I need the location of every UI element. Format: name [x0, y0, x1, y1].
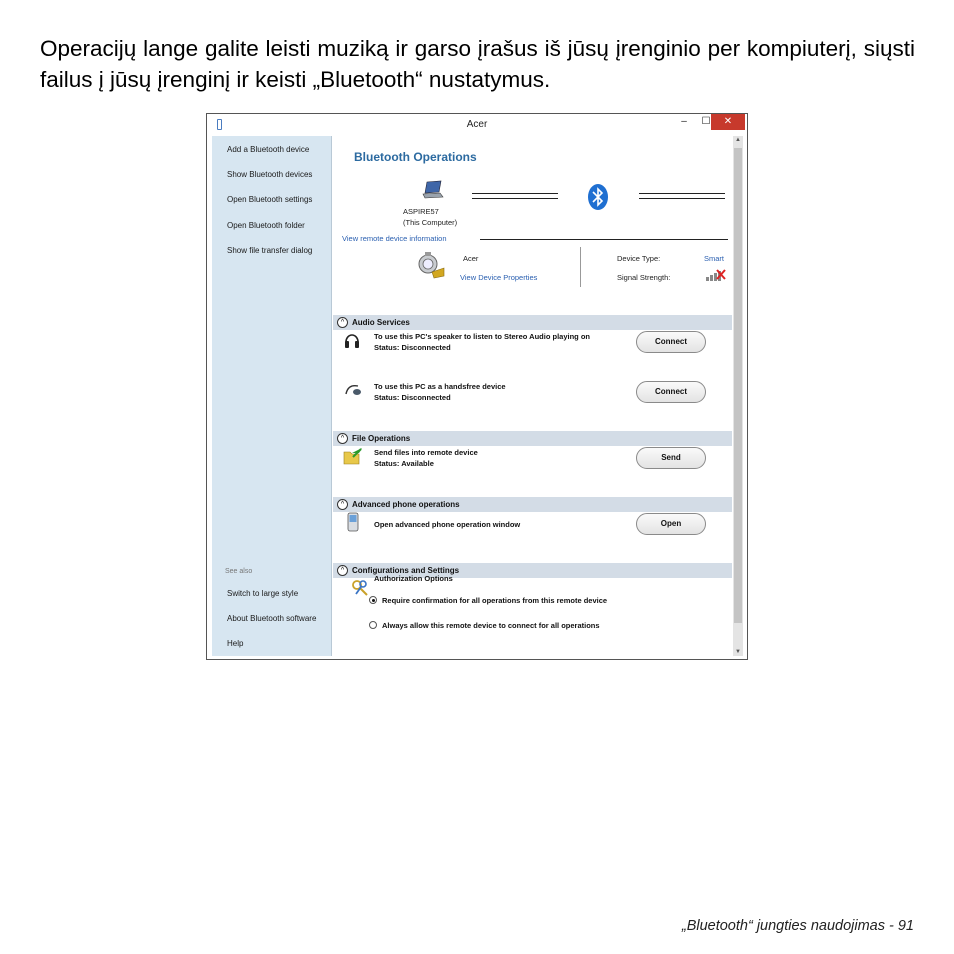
section-title: Configurations and Settings: [352, 566, 460, 575]
handsfree-status: Status: Disconnected: [374, 393, 451, 402]
view-device-properties-link[interactable]: View Device Properties: [460, 273, 538, 282]
option-require-label: Require confirmation for all operations from this remote device: [382, 596, 608, 605]
intro-paragraph: Operacijų lange galite leisti muziką ir garso įrašus iš jūsų įrenginio per kompiuterį, siųsti failus į jūsų įrenginį ir keisti „Bluetooth“ nustatymus.: [40, 36, 915, 92]
minimize-button[interactable]: –: [681, 116, 687, 127]
maximize-button[interactable]: ☐: [701, 116, 711, 127]
send-files-status: Status: Available: [374, 459, 434, 468]
open-button[interactable]: Open: [636, 513, 706, 535]
vertical-scrollbar[interactable]: [733, 136, 743, 656]
connection-line: [472, 198, 558, 199]
divider-line: [480, 239, 728, 240]
see-also-heading: See also: [225, 568, 253, 575]
radio-require-confirmation[interactable]: [369, 596, 377, 604]
laptop-icon: [422, 180, 444, 200]
headset-icon: [344, 382, 362, 398]
collapse-icon[interactable]: ^: [337, 499, 348, 510]
collapse-icon[interactable]: ^: [337, 317, 348, 328]
section-title: Audio Services: [352, 318, 410, 327]
collapse-icon[interactable]: ^: [337, 433, 348, 444]
authorization-title: Authorization Options: [374, 574, 453, 583]
option-always-label: Always allow this remote device to connect for all operations: [382, 621, 600, 630]
device-name: Acer: [463, 254, 479, 263]
section-header-file[interactable]: [333, 431, 732, 446]
sidebar-item-help[interactable]: Help: [227, 639, 244, 648]
send-files-text: Send files into remote device: [374, 448, 478, 457]
computer-name: ASPIRE57: [403, 207, 439, 216]
connection-line: [472, 193, 558, 194]
scroll-up-icon[interactable]: ▲: [735, 137, 741, 143]
sidebar-item-show-devices[interactable]: Show Bluetooth devices: [227, 170, 313, 179]
sidebar-item-large-style[interactable]: Switch to large style: [227, 589, 299, 598]
send-files-icon: [343, 447, 363, 465]
sidebar-item-file-transfer[interactable]: Show file transfer dialog: [227, 246, 313, 255]
title-bar: [207, 114, 747, 136]
connection-line: [639, 193, 725, 194]
headphones-icon: [344, 331, 360, 349]
device-type-label: Device Type:: [617, 254, 661, 263]
section-title: File Operations: [352, 434, 411, 443]
window-title: Acer: [466, 119, 488, 130]
sidebar: [212, 136, 331, 656]
vertical-divider: [580, 247, 581, 287]
handsfree-connect-button[interactable]: Connect: [636, 381, 706, 403]
computer-label: (This Computer): [403, 218, 458, 227]
bluetooth-window: [206, 113, 748, 660]
page-footer: „Bluetooth“ jungties naudojimas - 91: [681, 918, 914, 934]
section-header-audio[interactable]: [333, 315, 732, 330]
main-panel: [331, 136, 733, 656]
sidebar-item-open-settings[interactable]: Open Bluetooth settings: [227, 195, 313, 204]
stereo-audio-status: Status: Disconnected: [374, 343, 451, 352]
stereo-connect-button[interactable]: Connect: [636, 331, 706, 353]
device-type-value: Smart: [704, 254, 725, 263]
send-button[interactable]: Send: [636, 447, 706, 469]
sidebar-item-about[interactable]: About Bluetooth software: [227, 614, 317, 623]
collapse-icon[interactable]: ^: [337, 565, 348, 576]
section-header-phone[interactable]: [333, 497, 732, 512]
bluetooth-icon: [587, 183, 609, 211]
signal-strength-label: Signal Strength:: [617, 273, 671, 282]
open-phone-text: Open advanced phone operation window: [374, 520, 521, 529]
sidebar-item-open-folder[interactable]: Open Bluetooth folder: [227, 221, 305, 230]
page-title: Bluetooth Operations: [354, 150, 477, 164]
handsfree-text: To use this PC as a handsfree device: [374, 382, 506, 391]
authorization-icon: [351, 579, 369, 597]
view-remote-info-link[interactable]: View remote device information: [342, 234, 447, 243]
sidebar-item-add-device[interactable]: Add a Bluetooth device: [227, 145, 310, 154]
phone-icon: [347, 512, 359, 532]
close-button[interactable]: ✕: [711, 114, 745, 130]
stereo-audio-text: To use this PC's speaker to listen to Stereo Audio playing on: [374, 332, 590, 341]
signal-strength-icon: [705, 268, 727, 282]
connection-line: [639, 198, 725, 199]
radio-always-allow[interactable]: [369, 621, 377, 629]
scrollbar-thumb[interactable]: [734, 148, 742, 623]
section-title: Advanced phone operations: [352, 500, 460, 509]
remote-device-icon: [416, 250, 446, 280]
scroll-down-icon[interactable]: ▼: [735, 649, 741, 655]
